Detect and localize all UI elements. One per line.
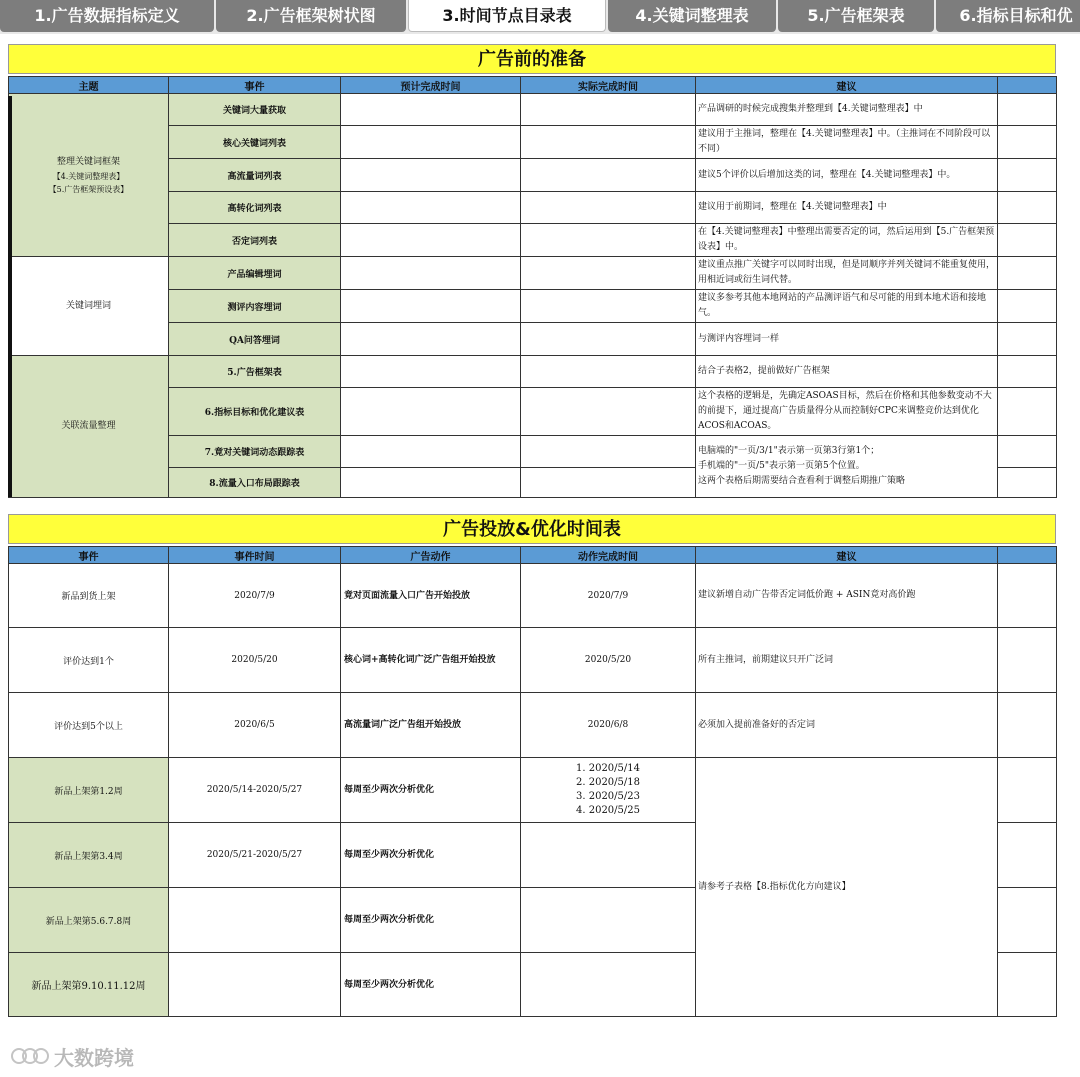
actual-cell[interactable]	[521, 192, 696, 224]
event-cell[interactable]: 新品到货上架	[9, 564, 169, 628]
tab-metric-goals[interactable]: 6.指标目标和优	[936, 0, 1080, 32]
action-cell[interactable]: 竟对页面流量入口广告开始投放	[341, 564, 521, 628]
extra-cell[interactable]	[998, 823, 1057, 888]
done-item: 2. 2020/5/18	[576, 777, 640, 788]
time-cell[interactable]: 2020/5/14-2020/5/27	[169, 758, 341, 823]
planned-cell[interactable]	[341, 468, 521, 498]
extra-cell[interactable]	[998, 388, 1057, 436]
suggestion-cell[interactable]: 建议5个评价以后增加这类的词，整理在【4.关键词整理表】中。	[696, 159, 998, 192]
col-suggestion: 建议	[696, 547, 998, 564]
event-cell[interactable]: 5.广告框架表	[169, 356, 341, 388]
theme-label: 关联流量整理	[61, 421, 116, 431]
actual-cell[interactable]	[521, 436, 696, 468]
time-cell[interactable]: 2020/6/5	[169, 693, 341, 758]
theme-sub: 【4.关键词整理表】	[52, 171, 125, 181]
suggestion-cell[interactable]: 必须加入提前准备好的否定词	[696, 693, 998, 758]
col-actual-time: 实际完成时间	[521, 77, 696, 94]
event-cell[interactable]: 新品上架第1.2周	[9, 758, 169, 823]
extra-cell[interactable]	[998, 564, 1057, 628]
extra-cell[interactable]	[998, 159, 1057, 192]
actual-cell[interactable]	[521, 290, 696, 323]
theme-cell[interactable]	[9, 257, 169, 356]
watermark	[10, 1043, 134, 1069]
done-cell[interactable]	[521, 758, 696, 823]
event-cell[interactable]: 新品上架第9.10.11.12周	[9, 953, 169, 1017]
suggestion-line: 电脑端的"一页/3/1"表示第一页第3行第1个；	[698, 446, 880, 456]
suggestion-cell[interactable]: 建议新增自动广告带否定词低价跑 + ASIN竟对高价跑	[696, 564, 998, 628]
extra-cell[interactable]	[998, 468, 1057, 498]
event-cell[interactable]: 评价达到1个	[9, 628, 169, 693]
event-cell[interactable]: 否定词列表	[169, 224, 341, 257]
done-cell[interactable]: 2020/7/9	[521, 564, 696, 628]
suggestion-cell[interactable]: 建议多参考其他本地网站的产品测评语气和尽可能的用到本地术语和接地气。	[696, 290, 998, 323]
extra-cell[interactable]	[998, 758, 1057, 823]
col-action-done: 动作完成时间	[521, 547, 696, 564]
table-row	[9, 356, 1057, 388]
prep-table	[8, 76, 1057, 498]
done-item: 3. 2020/5/23	[576, 791, 640, 802]
planned-cell[interactable]	[341, 436, 521, 468]
col-theme: 主题	[9, 77, 169, 94]
extra-cell[interactable]	[998, 257, 1057, 290]
tab-ad-framework[interactable]: 5.广告框架表	[778, 0, 934, 32]
suggestion-cell[interactable]: 结合子表格2，提前做好广告框架	[696, 356, 998, 388]
time-cell[interactable]: 2020/5/20	[169, 628, 341, 693]
col-planned-time: 预计完成时间	[341, 77, 521, 94]
suggestion-cell[interactable]	[696, 436, 998, 498]
planned-cell[interactable]	[341, 126, 521, 159]
tab-timeline[interactable]: 3.时间节点目录表	[408, 0, 606, 32]
actual-cell[interactable]	[521, 468, 696, 498]
action-cell[interactable]: 每周至少两次分析优化	[341, 758, 521, 823]
extra-cell[interactable]	[998, 888, 1057, 953]
actual-cell[interactable]	[521, 257, 696, 290]
extra-cell[interactable]	[998, 693, 1057, 758]
table-row	[9, 693, 1057, 758]
event-cell[interactable]: 核心关键词列表	[169, 126, 341, 159]
actual-cell[interactable]	[521, 126, 696, 159]
actual-cell[interactable]	[521, 388, 696, 436]
extra-cell[interactable]	[998, 290, 1057, 323]
tab-keywords[interactable]: 4.关键词整理表	[608, 0, 776, 32]
theme-sub: 【5.广告框架预设表】	[48, 184, 129, 194]
launch-section	[8, 514, 1056, 1020]
launch-header-row	[9, 547, 1057, 564]
event-cell[interactable]: 关键词大量获取	[169, 94, 341, 126]
action-cell[interactable]: 每周至少两次分析优化	[341, 888, 521, 953]
action-cell[interactable]: 高流量词广泛广告组开始投放	[341, 693, 521, 758]
planned-cell[interactable]	[341, 94, 521, 126]
action-cell[interactable]: 核心词+高转化词广泛广告组开始投放	[341, 628, 521, 693]
done-cell[interactable]: 2020/6/8	[521, 693, 696, 758]
suggestion-cell[interactable]: 所有主推词，前期建议只开广泛词	[696, 628, 998, 693]
done-cell[interactable]	[521, 953, 696, 1017]
extra-cell[interactable]	[998, 356, 1057, 388]
done-cell[interactable]: 2020/5/20	[521, 628, 696, 693]
table-row	[9, 758, 1057, 823]
event-cell[interactable]: 8.流量入口布局跟踪表	[169, 468, 341, 498]
tab-ad-tree[interactable]: 2.广告框架树状图	[216, 0, 406, 32]
done-cell[interactable]	[521, 888, 696, 953]
actual-cell[interactable]	[521, 323, 696, 356]
event-cell[interactable]: 测评内容埋词	[169, 290, 341, 323]
watermark-text: 大数跨境	[54, 1045, 134, 1070]
extra-cell[interactable]	[998, 436, 1057, 468]
done-item: 1. 2020/5/14	[576, 763, 640, 774]
col-event-time: 事件时间	[169, 547, 341, 564]
planned-cell[interactable]	[341, 224, 521, 257]
col-event: 事件	[169, 77, 341, 94]
suggestion-cell[interactable]: 建议用于主推词，整理在【4.关键词整理表】中。（主推词在不同阶段可以不同）	[696, 126, 998, 159]
col-extra	[998, 547, 1057, 564]
col-suggestion: 建议	[696, 77, 998, 94]
prep-title: 广告前的准备	[8, 44, 1056, 74]
table-row	[9, 628, 1057, 693]
extra-cell[interactable]	[998, 192, 1057, 224]
event-cell[interactable]: 高转化词列表	[169, 192, 341, 224]
launch-table	[8, 546, 1057, 1017]
event-cell[interactable]: 产品编辑埋词	[169, 257, 341, 290]
action-cell[interactable]: 每周至少两次分析优化	[341, 953, 521, 1017]
actual-cell[interactable]	[521, 224, 696, 257]
done-list	[521, 762, 695, 818]
time-cell[interactable]: 2020/5/21-2020/5/27	[169, 823, 341, 888]
table-row	[9, 257, 1057, 290]
extra-cell[interactable]	[998, 323, 1057, 356]
planned-cell[interactable]	[341, 192, 521, 224]
planned-cell[interactable]	[341, 290, 521, 323]
table-row	[9, 94, 1057, 126]
suggestion-cell[interactable]: 建议用于前期词，整理在【4.关键词整理表】中	[696, 192, 998, 224]
sheet-tab-bar	[0, 0, 1080, 34]
action-cell[interactable]: 每周至少两次分析优化	[341, 823, 521, 888]
suggestion-cell[interactable]: 与测评内容埋词一样	[696, 323, 998, 356]
event-cell[interactable]: 高流量词列表	[169, 159, 341, 192]
suggestion-line: 这两个表格后期需要结合查看利于调整后期推广策略	[698, 476, 906, 486]
suggestion-cell[interactable]: 在【4.关键词整理表】中整理出需要否定的词，然后运用到【5.广告框架预设表】中。	[696, 224, 998, 257]
suggestion-cell[interactable]: 这个表格的逻辑是，先确定ASOAS目标，然后在价格和其他参数变动不大的前提下，通过提高广告质量得分从而控制好CPC来调整竞价达到优化ACOS和ACOAS。	[696, 388, 998, 436]
done-cell[interactable]	[521, 823, 696, 888]
planned-cell[interactable]	[341, 356, 521, 388]
planned-cell[interactable]	[341, 323, 521, 356]
suggestion-cell[interactable]: 建议重点推广关键字可以同时出现，但是同顺序并列关键词不能重复使用，用相近词或衍生词代替。	[696, 257, 998, 290]
event-cell[interactable]: QA问答埋词	[169, 323, 341, 356]
event-cell[interactable]: 新品上架第3.4周	[9, 823, 169, 888]
actual-cell[interactable]	[521, 356, 696, 388]
event-cell[interactable]: 7.竟对关键词动态跟踪表	[169, 436, 341, 468]
tab-ad-metrics[interactable]: 1.广告数据指标定义	[0, 0, 214, 32]
theme-cell[interactable]	[9, 356, 169, 498]
planned-cell[interactable]	[341, 388, 521, 436]
col-event: 事件	[9, 547, 169, 564]
col-extra	[998, 77, 1057, 94]
event-cell[interactable]: 新品上架第5.6.7.8周	[9, 888, 169, 953]
time-cell[interactable]: 2020/7/9	[169, 564, 341, 628]
actual-cell[interactable]	[521, 159, 696, 192]
launch-title: 广告投放&优化时间表	[8, 514, 1056, 544]
prep-section	[8, 44, 1056, 500]
theme-label: 关键词埋词	[65, 300, 111, 311]
actual-cell[interactable]	[521, 94, 696, 126]
col-ad-action: 广告动作	[341, 547, 521, 564]
extra-cell[interactable]	[998, 126, 1057, 159]
planned-cell[interactable]	[341, 257, 521, 290]
theme-label: 整理关键词框架	[56, 156, 120, 167]
extra-cell[interactable]	[998, 628, 1057, 693]
time-cell[interactable]	[169, 888, 341, 953]
time-cell[interactable]	[169, 953, 341, 1017]
suggestion-cell[interactable]: 产品调研的时候完成搜集并整理到【4.关键词整理表】中	[696, 94, 998, 126]
event-cell[interactable]: 6.指标目标和优化建议表	[169, 388, 341, 436]
theme-cell[interactable]	[9, 94, 169, 257]
watermark-logo-icon	[10, 1045, 50, 1067]
table-row	[9, 564, 1057, 628]
extra-cell[interactable]	[998, 94, 1057, 126]
extra-cell[interactable]	[998, 224, 1057, 257]
event-cell[interactable]: 评价达到5个以上	[9, 693, 169, 758]
suggestion-cell[interactable]: 请参考子表格【8.指标优化方向建议】	[696, 758, 998, 1017]
done-item: 4. 2020/5/25	[576, 805, 640, 816]
left-border-bar	[8, 96, 12, 497]
suggestion-line: 手机端的"一页/5"表示第一页第5个位置。	[698, 461, 865, 471]
extra-cell[interactable]	[998, 953, 1057, 1017]
planned-cell[interactable]	[341, 159, 521, 192]
prep-header-row	[9, 77, 1057, 94]
